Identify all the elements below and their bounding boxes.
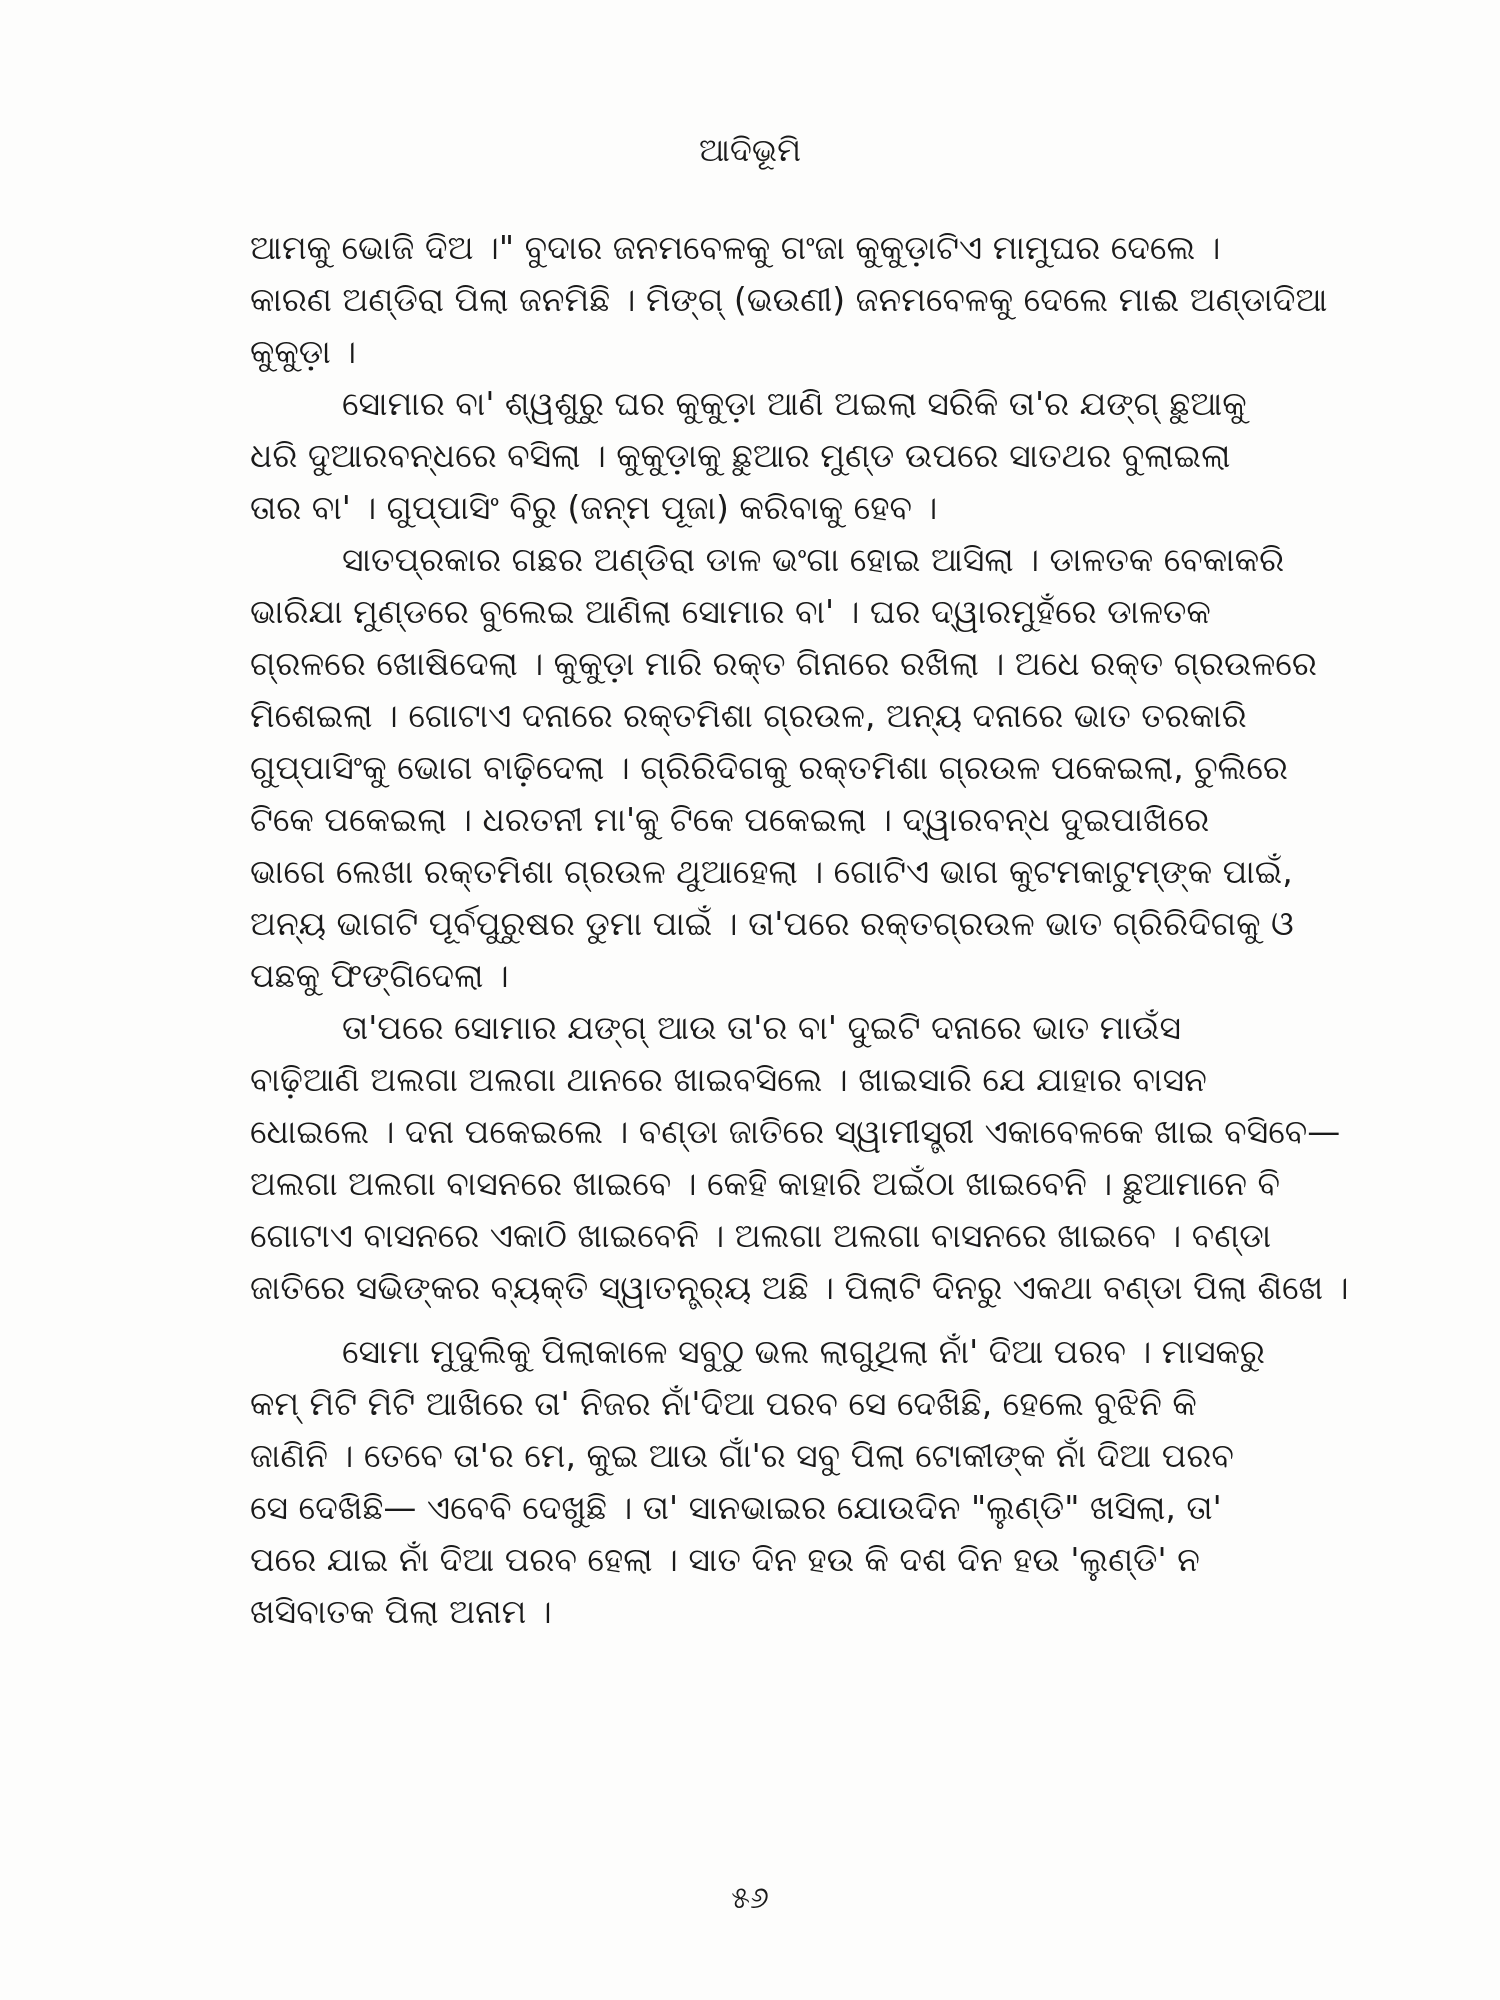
text-line: କୁକୁଡ଼ା । [250, 332, 357, 371]
text-line: ଅଲଗା ଅଲଗା ବାସନରେ ଖାଇବେ । କେହି କାହାରି ଅଇଁଠା ଖାଇବେନି । ଛୁଆମାନେ ବି [250, 1164, 1281, 1203]
paragraph-spacer [250, 1314, 1262, 1326]
paragraph [250, 1002, 1349, 1314]
text-line: ଧୋଇଲେ । ଦନା ପକେଇଲେ । ବଣ୍ଡା ଜାତିରେ ସ୍ୱାମୀସ୍ତ୍ରୀ ଏକାବେଳକେ ଖାଇ ବସିବେ— [250, 1112, 1341, 1151]
text-line: ଗୁପ୍‌ପାସିଂକୁ ଭୋଗ ବାଢ଼ିଦେଲା । ଗ୍ରିରିଦିଗକୁ ରକ୍ତମିଶା ଗ୍ରଉଳ ପକେଇଲା, ଚୁଲିରେ [250, 748, 1288, 787]
text-line: କାରଣ ଅଣ୍ଡିରା ପିଲା ଜନମିଛି । ମିଙ୍ଗ୍ (ଭଉଣୀ) ଜନମବେଳକୁ ଦେଲେ ମାଈ ଅଣ୍ଡାଦିଆ [250, 280, 1328, 319]
text-line: ଟିକେ ପକେଇଲା । ଧରତନୀ ମା'କୁ ଟିକେ ପକେଇଲା । ଦ୍ୱାରବନ୍ଧ ଦୁଇପାଖିରେ [250, 800, 1210, 839]
running-head: ଆଦିଭୂମି [698, 131, 802, 169]
text-line: ତା'ପରେ ସୋମାର ଯଙ୍ଗ୍ ଆଉ ତା'ର ବା' ଦୁଇଟି ଦନାରେ ଭାତ ମାଉଁସ [342, 1008, 1181, 1047]
text-line: ଜାତିରେ ସଭିଙ୍କର ବ୍ୟକ୍ତି ସ୍ୱାତନ୍ତ୍ର୍ୟ ଅଛି । ପିଲାଟି ଦିନରୁ ଏକଥା ବଣ୍ଡା ପିଲା ଶିଖେ । [250, 1268, 1349, 1307]
paragraph [250, 534, 1317, 1002]
text-line: ବାଢ଼ିଆଣି ଅଲଗା ଅଲଗା ଥାନରେ ଖାଇବସିଲେ । ଖାଇସାରି ଯେ ଯାହାର ବାସନ [250, 1060, 1207, 1099]
text-line: ଜାଣିନି । ତେବେ ତା'ର ମେ, କୁଇ ଆଉ ଗାଁ'ର ସବୁ ପିଲା ଟୋକୀଙ୍କ ନାଁ ଦିଆ ପରବ [250, 1436, 1234, 1475]
text-line: କମ୍ ମିଟି ମିଟି ଆଖିରେ ତା' ନିଜର ନାଁ'ଦିଆ ପରବ ସେ ଦେଖିଛି, ହେଲେ ବୁଝିନି କି [250, 1384, 1197, 1423]
text-line: ଗୋଟାଏ ବାସନରେ ଏକାଠି ଖାଇବେନି । ଅଲଗା ଅଲଗା ବାସନରେ ଖାଇବେ । ବଣ୍ଡା [250, 1216, 1272, 1255]
text-line: ସାତପ୍ରକାର ଗଛର ଅଣ୍ଡିରା ଡାଳ ଭଂଗା ହୋଇ ଆସିଲା । ଡାଳତକ ବେକାକରି [342, 540, 1285, 579]
paragraph [250, 1326, 1265, 1638]
text-line: ଗ୍ରଳରେ ଖୋଷିଦେଲା । କୁକୁଡ଼ା ମାରି ରକ୍ତ ଗିନାରେ ରଖିଲା । ଅଧେ ରକ୍ତ ଗ୍ରଉଳରେ [250, 644, 1317, 683]
text-line: ଭାଗେ ଲେଖା ରକ୍ତମିଶା ଗ୍ରଉଳ ଥୁଆହେଲା । ଗୋଟିଏ ଭାଗ କୁଟମକାଟୁମ୍‌ଙ୍କ ପାଇଁ, [250, 852, 1293, 891]
text-line: ଖସିବାତକ ପିଲା ଅନାମ । [250, 1592, 552, 1631]
text-line: ମିଶେଇଲା । ଗୋଟାଏ ଦନାରେ ରକ୍ତମିଶା ଗ୍ରଉଳ, ଅନ୍ୟ ଦନାରେ ଭାତ ତରକାରି [250, 696, 1247, 735]
paragraph [250, 222, 1328, 378]
paragraph [250, 378, 1262, 534]
text-line: ତାର ବା' । ଗୁପ୍‌ପାସିଂ ବିରୁ (ଜନ୍ମ ପୂଜା) କରିବାକୁ ହେବ । [250, 488, 938, 527]
body-text [250, 222, 1349, 1638]
text-line: ଭାରିଯା ମୁଣ୍ଡରେ ବୁଲେଇ ଆଣିଲା ସୋମାର ବା' । ଘର ଦ୍ୱାରମୁହଁରେ ଡାଳତକ [250, 592, 1211, 631]
text-line: ଆମକୁ ଭୋଜି ଦିଅ ।" ବୁଦାର ଜନମବେଳକୁ ଗଂଜା କୁକୁଡ଼ାଟିଏ ମାମୁଘର ଦେଲେ । [250, 228, 1221, 267]
text-line: ସୋମା ମୁଦୁଲିକୁ ପିଲାକାଳେ ସବୁଠୁ ଭଲ ଲାଗୁଥିଲା ନାଁ' ଦିଆ ପରବ । ମାସକରୁ [342, 1332, 1265, 1371]
text-line: ପଛକୁ ଫିଙ୍ଗିଦେଲା । [250, 956, 509, 995]
text-line: ଅନ୍ୟ ଭାଗଟି ପୂର୍ବପୁରୁଷର ଡୁମା ପାଇଁ । ତା'ପରେ ରକ୍ତଗ୍ରଉଳ ଭାତ ଗ୍ରିରିଦିଗକୁ ଓ [250, 904, 1294, 943]
text-line: ପରେ ଯାଇ ନାଁ ଦିଆ ପରବ ହେଲା । ସାତ ଦିନ ହଉ କି ଦଶ ଦିନ ହଉ 'ଲୁଣ୍ଡି' ନ [250, 1540, 1200, 1579]
text-line: ସୋମାର ବା' ଶ୍ୱଶୁରୁ ଘର କୁକୁଡ଼ା ଆଣି ଅଇଲା ସରିକି ତା'ର ଯଙ୍ଗ୍ ଛୁଆକୁ [342, 384, 1247, 423]
text-line: ଧରି ଦୁଆରବନ୍ଧରେ ବସିଲା । କୁକୁଡ଼ାକୁ ଛୁଆର ମୁଣ୍ଡ ଉପରେ ସାତଥର ବୁଲାଇଲା [250, 436, 1231, 475]
text-line: ସେ ଦେଖିଛି— ଏବେବି ଦେଖୁଛି । ତା' ସାନଭାଇର ଯୋଉଦିନ "ଲୁଣ୍ଡି" ଖସିଲା, ତା' [250, 1488, 1222, 1527]
page-number: ୫୬ [731, 1881, 769, 1916]
